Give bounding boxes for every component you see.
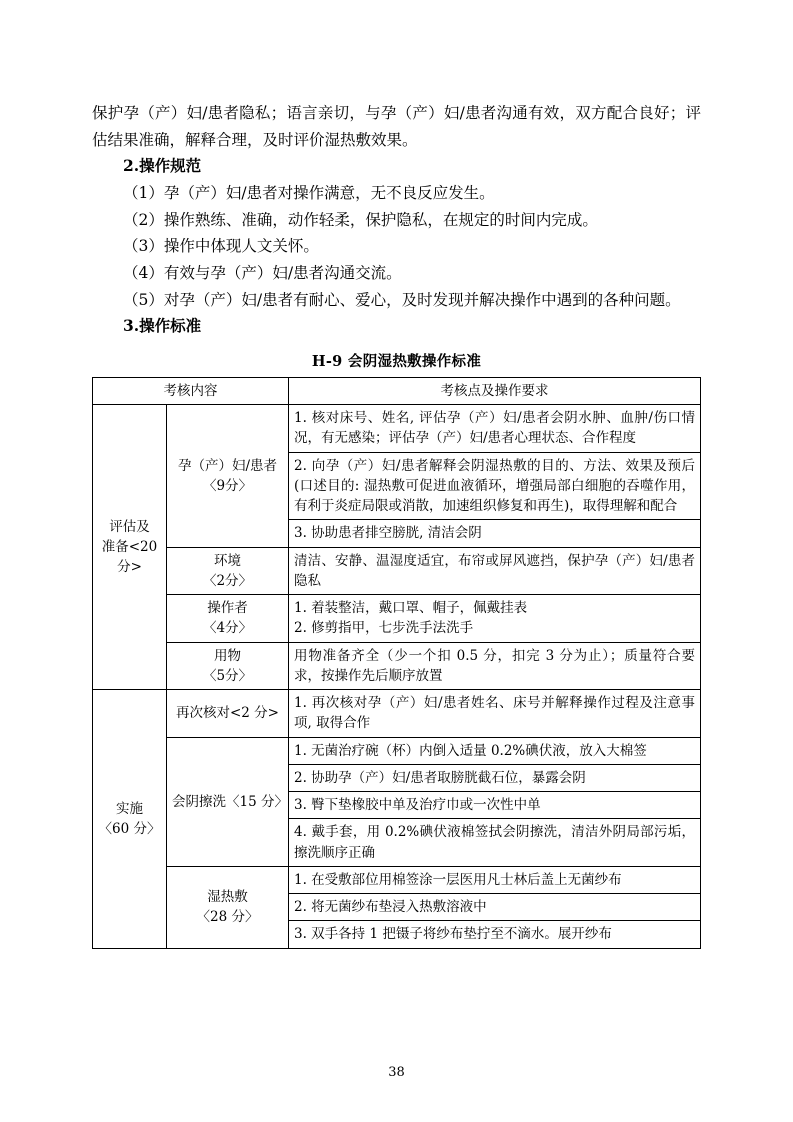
subcategory-supplies: 用物 〈5分〉 xyxy=(167,642,289,690)
norm-item-5: （5）对孕（产）妇/患者有耐心、爱心，及时发现并解决操作中遇到的各种问题。 xyxy=(123,290,681,309)
table-header-row xyxy=(93,377,701,404)
subcategory-patient: 孕（产）妇/患者 〈9分〉 xyxy=(167,405,289,548)
requirement-cell: 2. 向孕（产）妇/患者解释会阴湿热敷的目的、方法、效果及预后(口述目的: 湿热敷可促进血液循环，增强局部白细胞的吞噬作用，有利于炎症局限或消散，加速组织修复和再生)，取得理解和配合 xyxy=(289,452,701,520)
requirement-cell: 3. 臀下垫橡胶中单及治疗巾或一次性中单 xyxy=(289,792,701,819)
requirement-cell: 1. 再次核对孕（产）妇/患者姓名、床号并解释操作过程及注意事项, 取得合作 xyxy=(289,690,701,738)
column-header-requirements: 考核点及操作要求 xyxy=(289,377,701,404)
table-row xyxy=(93,547,701,595)
norm-item-4: （4）有效与孕（产）妇/患者沟通交流。 xyxy=(123,263,402,282)
table-row xyxy=(93,690,701,738)
subcategory-operator: 操作者 〈4分〉 xyxy=(167,595,289,643)
intro-paragraph: 保护孕（产）妇/患者隐私；语言亲切，与孕（产）妇/患者沟通有效，双方配合良好；评估结果准确，解释合理，及时评价湿热敷效果。 xyxy=(92,104,701,149)
requirement-cell: 2. 协助孕（产）妇/患者取膀胱截石位，暴露会阴 xyxy=(289,764,701,791)
requirement-cell: 1. 在受敷部位用棉签涂一层医用凡士林后盖上无菌纱布 xyxy=(289,866,701,893)
category-implementation: 实施 〈60 分〉 xyxy=(93,690,167,949)
category-assessment-prep: 评估及 准备<20 分> xyxy=(93,405,167,690)
requirement-cell: 2. 将无菌纱布垫浸入热敷溶液中 xyxy=(289,894,701,921)
requirement-cell: 1. 核对床号、姓名, 评估孕（产）妇/患者会阴水肿、血肿/伤口情况，有无感染；评估孕（产）妇/患者心理状态、合作程度 xyxy=(289,405,701,453)
table-row xyxy=(93,595,701,643)
table-row xyxy=(93,866,701,893)
subcategory-perineal-wash: 会阴擦洗〈15 分〉 xyxy=(167,737,289,866)
requirement-cell: 用物准备齐全（少一个扣 0.5 分，扣完 3 分为止）；质量符合要求，按操作先后顺序放置 xyxy=(289,642,701,690)
requirement-cell: 4. 戴手套，用 0.2%碘伏液棉签拭会阴擦洗，清洁外阴局部污垢，擦洗顺序正确 xyxy=(289,819,701,867)
requirement-cell: 1. 着装整洁，戴口罩、帽子，佩戴挂表 2. 修剪指甲，七步洗手法洗手 xyxy=(289,595,701,643)
table-row xyxy=(93,737,701,764)
subcategory-moist-heat: 湿热敷 〈28 分〉 xyxy=(167,866,289,948)
norm-item-1: （1）孕（产）妇/患者对操作满意，无不良反应发生。 xyxy=(123,183,495,202)
column-header-content: 考核内容 xyxy=(93,377,289,404)
requirement-cell: 3. 协助患者排空膀胱, 清洁会阴 xyxy=(289,520,701,547)
subcategory-recheck: 再次核对<2 分> xyxy=(167,690,289,738)
requirement-cell: 清洁、安静、温湿度适宜，布帘或屏风遮挡，保护孕（产）妇/患者隐私 xyxy=(289,547,701,595)
section-heading-operation-standard: 3.操作标准 xyxy=(123,316,202,336)
table-row xyxy=(93,642,701,690)
operation-standard-table xyxy=(92,377,701,949)
norm-item-3: （3）操作中体现人文关怀。 xyxy=(123,237,319,256)
page-number: 38 xyxy=(388,1065,405,1080)
table-row xyxy=(93,405,701,453)
requirement-cell: 3. 双手各持 1 把镊子将纱布垫拧至不滴水。展开纱布 xyxy=(289,921,701,948)
table-title: H-9 会阴湿热敷操作标准 xyxy=(311,352,482,370)
section-heading-operation-norms: 2.操作规范 xyxy=(123,156,202,176)
norm-item-2: （2）操作熟练、准确，动作轻柔，保护隐私，在规定的时间内完成。 xyxy=(123,210,598,229)
subcategory-environment: 环境 〈2分〉 xyxy=(167,547,289,595)
requirement-cell: 1. 无菌治疗碗（杯）内倒入适量 0.2%碘伏液，放入大棉签 xyxy=(289,737,701,764)
